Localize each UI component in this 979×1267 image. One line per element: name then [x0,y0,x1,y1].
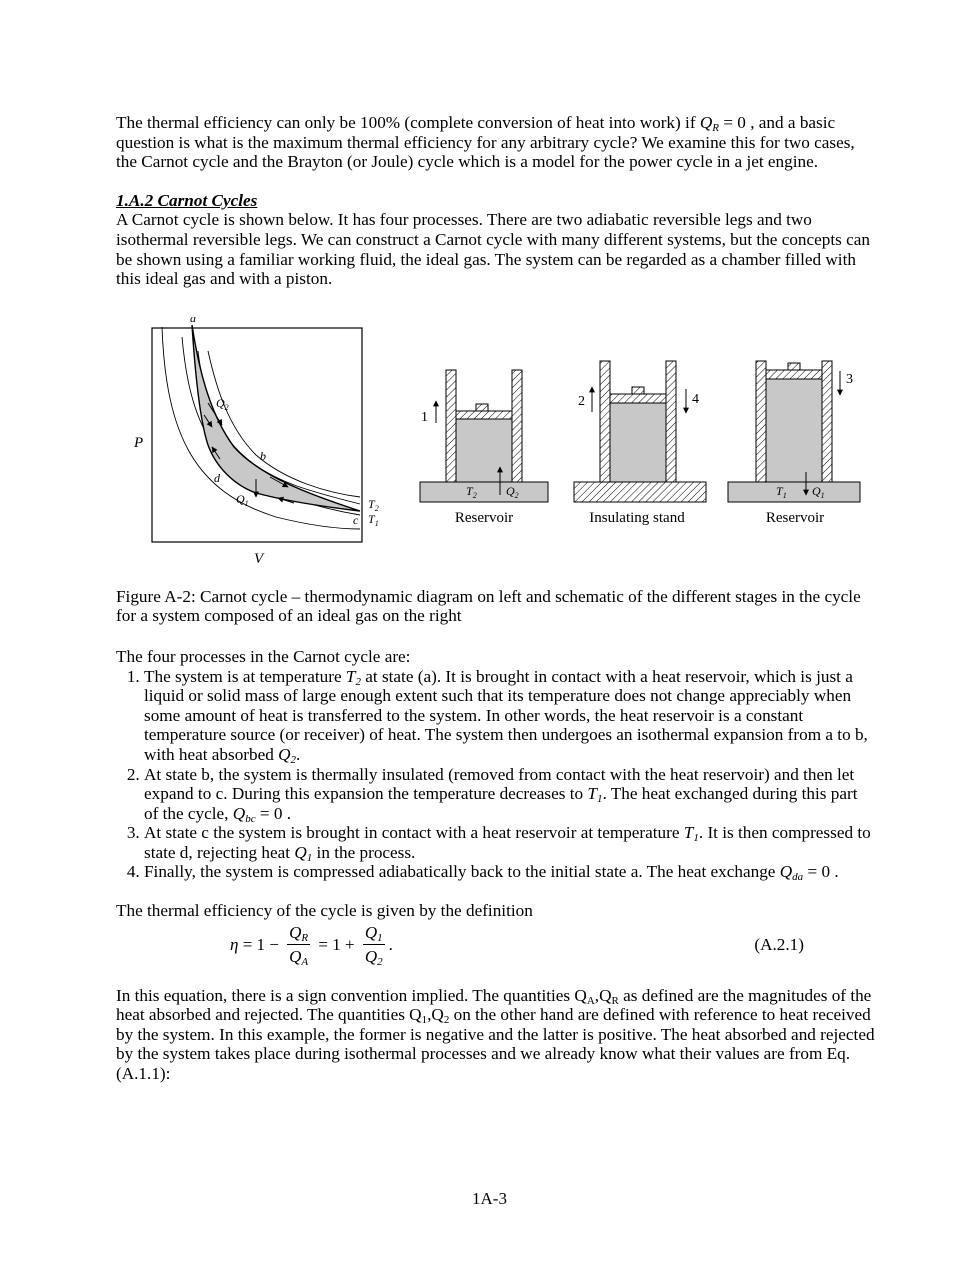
state-a-label: a [190,316,196,325]
fraction-qr-qa: $\frac{Q_R}{Q_A}$ [289,922,309,969]
closing-paragraph: In this equation, there is a sign convention implied. The quantities $Q_A,Q_R$ as defined are the magnitudes of the heat absorbed and rejected. The quantities $Q_1,Q_2$ on the other hand are defined with reference to heat received by the system. In this example, the former is negative and the latter is positive. The heat absorbed and rejected by the system takes place during isothermal processes and we already know what their values are from Eq. (A.1.1): [116,985,875,1084]
stage2-schematic [574,361,706,526]
process-1: 1. The system is at temperature $T_2$ at state (a). It is brought in contact with a heat reservoir, which is just a liquid or solid mass of large enough extent such that its temperature does not change appreciably when some amount of heat is transferred to the system. In other words, the heat reservoir is a constant temperature source (or receiver) of heat. The system then undergoes an isothermal expansion from a to b, with heat absorbed $Q_2$. [144,667,876,765]
state-c-label: c [353,512,359,527]
intro-text-a: The thermal efficiency can only be 100% (complete conversion of heat into work) if [116,113,700,132]
stage3-label: Reservoir [765,509,825,526]
stage3-arrow-number: 3 [846,371,853,387]
stage3-heat: $Q_1$ [812,483,825,500]
stage2-arrow-right-number: 4 [692,391,699,407]
eta-symbol: η [230,934,239,954]
process-2: 2. At state b, the system is thermally insulated (removed from contact with the heat reservoir) and then let expand to c. During this expansion the temperature decreases to $T_1$. The heat exchanged during this part of the cycle, $Q_{bc} = 0$ . [144,765,876,824]
stage1-label: Reservoir [454,509,514,526]
q1-label: $Q_1$ [236,491,249,508]
qr-symbol: $Q_R$ [699,113,720,134]
processes-list [116,667,876,883]
stage2-label: Insulating stand [589,509,685,526]
carnot-figure [116,317,876,567]
efficiency-intro: The thermal efficiency of the cycle is given by the definition [116,901,533,921]
carnot-figure-svg [116,317,876,567]
fraction-q1-q2: $\frac{Q_1}{Q_2}$ [364,922,383,969]
stage1-temp: $T_2$ [466,483,477,500]
page-body [116,113,876,1084]
t1-label: $T_1$ [368,511,379,528]
figure-caption: Figure A-2: Carnot cycle – thermodynamic diagram on left and schematic of the different stages in the cycle for a system composed of an ideal gas on the right [116,586,861,626]
page-number: 1A-3 [472,1189,507,1208]
process-3: 3. At state c the system is brought in contact with a heat reservoir at temperature $T_1$. It is then compressed to state d, rejecting heat $Q_1$ in the process. [144,823,876,862]
intro-text-b: = 0 , and a basic question is what is the maximum thermal efficiency for any arbitrary cycle? We examine this for two cases, the Carnot cycle and the Brayton (or Joule) cycle which is a model for the power cycle in a jet engine. [116,113,855,172]
t2-label: $T_2$ [368,496,379,513]
axis-p-label: P [134,434,144,451]
stage3-temp: $T_1$ [776,483,787,500]
efficiency-equation: η = 1 − $\frac{Q_R}{Q_A}$ = 1 + $\frac{Q_1}{Q_2}$ . [230,922,393,969]
equation-number: (A.2.1) [754,934,804,954]
efficiency-equation-row [116,921,876,979]
section-heading: 1.A.2 Carnot Cycles [116,190,258,210]
state-b-label: b [260,448,266,463]
stage1-heat: $Q_2$ [506,483,519,500]
process-4: 4. Finally, the system is compressed adiabatically back to the initial state a. The heat exchange $Q_{da} = 0$ . [144,862,876,882]
stage3-schematic [728,361,860,526]
state-d-label: d [214,470,220,485]
pv-diagram [133,317,379,567]
isotherm-outer-3 [162,327,360,529]
stage1-schematic [420,370,548,526]
stage2-arrow-left-number: 2 [578,393,585,409]
section-body: A Carnot cycle is shown below. It has four processes. There are two adiabatic reversible legs and two isothermal reversible legs. We can construct a Carnot cycle with many different systems, but the concepts can be shown using a familiar working fluid, the ideal gas. The system can be regarded as a chamber filled with this ideal gas and with a piston. [116,210,870,289]
axis-v-label: V [254,550,264,567]
processes-intro: The four processes in the Carnot cycle are: [116,646,411,666]
q2-label: $Q_2$ [216,395,229,412]
stage1-arrow-number: 1 [421,409,428,425]
intro-paragraph [116,113,876,172]
